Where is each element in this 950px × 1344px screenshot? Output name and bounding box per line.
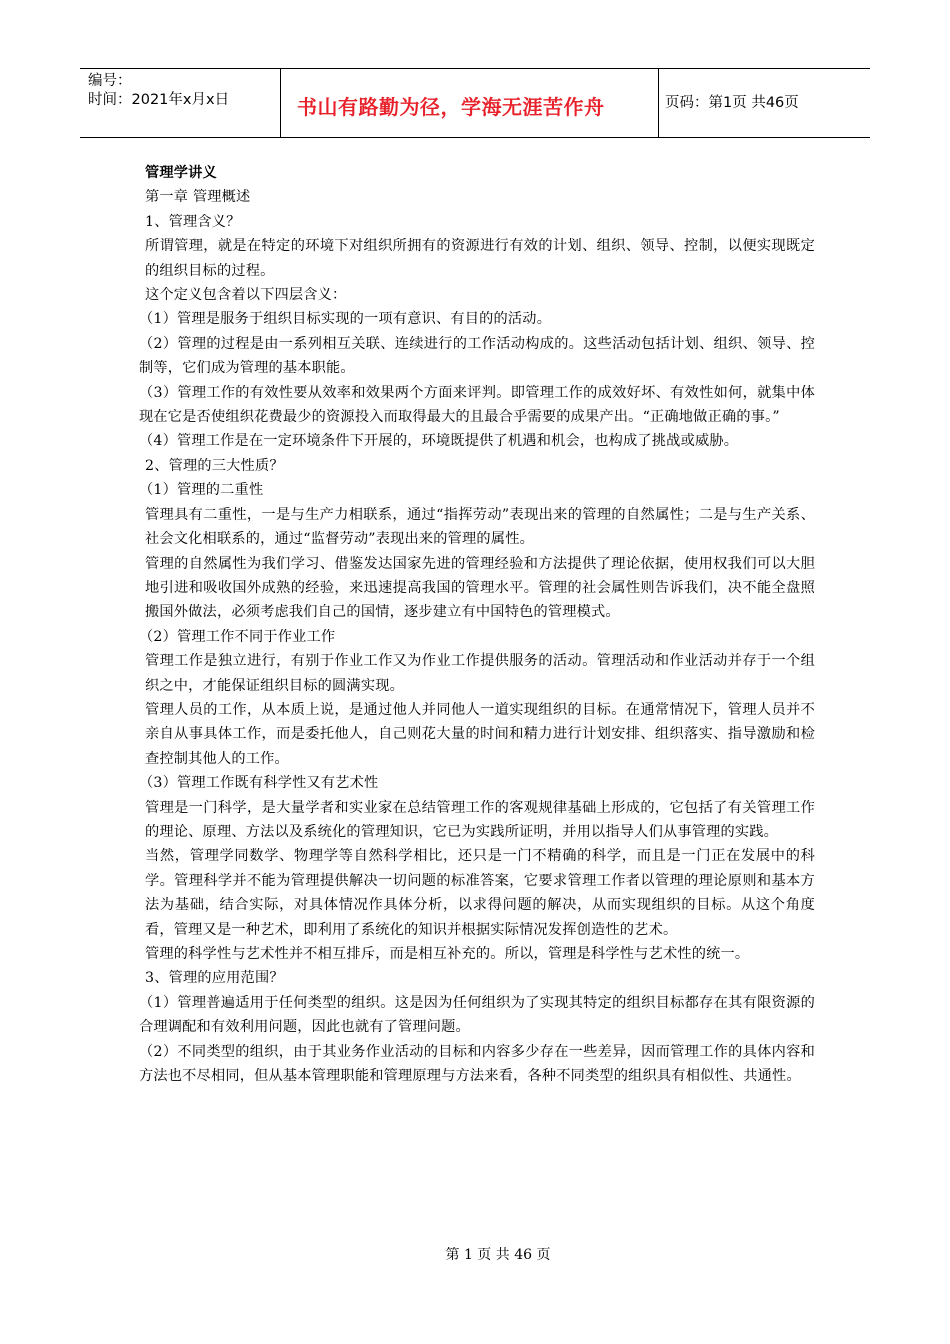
header-page-info: 页码：第1页 共46页 — [665, 95, 799, 111]
page-footer: 第 1 页 共 46 页 — [445, 1247, 551, 1263]
document-number-label: 编号： — [88, 73, 132, 89]
list-item: （1）管理普遍适用于任何类型的组织。这是因为任何组织为了实现其特定的组织目标都存在其有限资源的合理调配和有效利用问题，因此也就有了管理问题。 — [139, 994, 815, 1036]
section-heading: 2、管理的三大性质？ — [145, 457, 284, 474]
body-paragraph: 管理的自然属性为我们学习、借鉴发达国家先进的管理经验和方法提供了理论依据，使用权我们可以大胆地引进和吸收国外成熟的经验，来迅速提高我国的管理水平。管理的社会属性则告诉我们，决不能全盘照搬国外做法，必须考虑我们自己的国情，逐步建立有中国特色的管理模式。 — [145, 555, 815, 621]
body-paragraph: 所谓管理，就是在特定的环境下对组织所拥有的资源进行有效的计划、组织、领导、控制，以便实现既定的组织目标的过程。 — [145, 238, 815, 279]
body-paragraph: 管理工作是独立进行，有别于作业工作又为作业工作提供服务的活动。管理活动和作业活动并存于一个组织之中，才能保证组织目标的圆满实现。 — [145, 653, 815, 694]
body-paragraph: 管理具有二重性，一是与生产力相联系，通过“指挥劳动”表现出来的管理的自然属性；二是与生产关系、社会文化相联系的，通过“监督劳动”表现出来的管理的属性。 — [145, 506, 815, 548]
section-heading: 3、管理的应用范围？ — [145, 970, 284, 987]
header-left-cell — [80, 69, 281, 137]
body-paragraph: 这个定义包含着以下四层含义： — [145, 287, 347, 304]
body-paragraph: 管理的科学性与艺术性并不相互排斥，而是相互补充的。所以，管理是科学性与艺术性的统一。 — [145, 946, 750, 962]
subsection-heading: （1）管理的二重性 — [139, 482, 264, 499]
list-item: （3）管理工作的有效性要从效率和效果两个方面来评判。即管理工作的成效好坏、有效性如何，就集中体现在它是否使组织花费最少的资源投入而取得最大的且最合乎需要的成果产出。“正确地做正确的事。” — [139, 384, 815, 426]
list-item: （2）管理的过程是由一系列相互关联、连续进行的工作活动构成的。这些活动包括计划、组织、领导、控制等，它们成为管理的基本职能。 — [139, 335, 815, 377]
document-date-label: 时间：2021年x月x日 — [88, 92, 230, 108]
body-paragraph: 当然，管理学同数学、物理学等自然科学相比，还只是一门不精确的科学，而且是一门正在发展中的科学。管理科学并不能为管理提供解决一切问题的标准答案，它要求管理工作者以管理的理论原则和基本方法为基础，结合实际，对具体情况作具体分析，以求得问题的解决，从而实现组织的目标。从这个角度看，管理又是一种艺术，即利用了系统化的知识并根据实际情况发挥创造性的艺术。 — [145, 848, 815, 938]
header-middle-cell — [281, 69, 659, 137]
list-item: （2）不同类型的组织，由于其业务作业活动的目标和内容多少存在一些差异，因而管理工作的具体内容和方法也不尽相同，但从基本管理职能和管理原理与方法来看，各种不同类型的组织具有相似性、共通性。 — [139, 1043, 815, 1085]
body-paragraph: 管理是一门科学，是大量学者和实业家在总结管理工作的客观规律基础上形成的，它包括了有关管理工作的理论、原理、方法以及系统化的管理知识，它已为实践所证明，并用以指导人们从事管理的实践。 — [145, 799, 815, 840]
chapter-heading: 第一章 管理概述 — [145, 189, 251, 206]
subsection-heading: （3）管理工作既有科学性又有艺术性 — [139, 775, 379, 792]
body-paragraph: 管理人员的工作，从本质上说，是通过他人并同他人一道实现组织的目标。在通常情况下，管理人员并不亲自从事具体工作，而是委托他人，自己则花大量的时间和精力进行计划安排、组织落实、指导激励和检查控制其他人的工作。 — [145, 701, 815, 767]
document-body — [139, 161, 815, 1088]
page-header — [80, 68, 870, 138]
list-item: （1）管理是服务于组织目标实现的一项有意识、有目的的活动。 — [139, 311, 552, 328]
list-item: （4）管理工作是在一定环境条件下开展的，环境既提供了机遇和机会，也构成了挑战或威胁。 — [139, 433, 739, 450]
subsection-heading: （2）管理工作不同于作业工作 — [139, 628, 336, 645]
section-heading: 1、管理含义？ — [145, 213, 241, 230]
document-title: 管理学讲义 — [145, 165, 217, 181]
header-right-cell — [659, 69, 870, 137]
header-motto: 书山有路勤为径，学海无涯苦作舟 — [297, 95, 605, 119]
